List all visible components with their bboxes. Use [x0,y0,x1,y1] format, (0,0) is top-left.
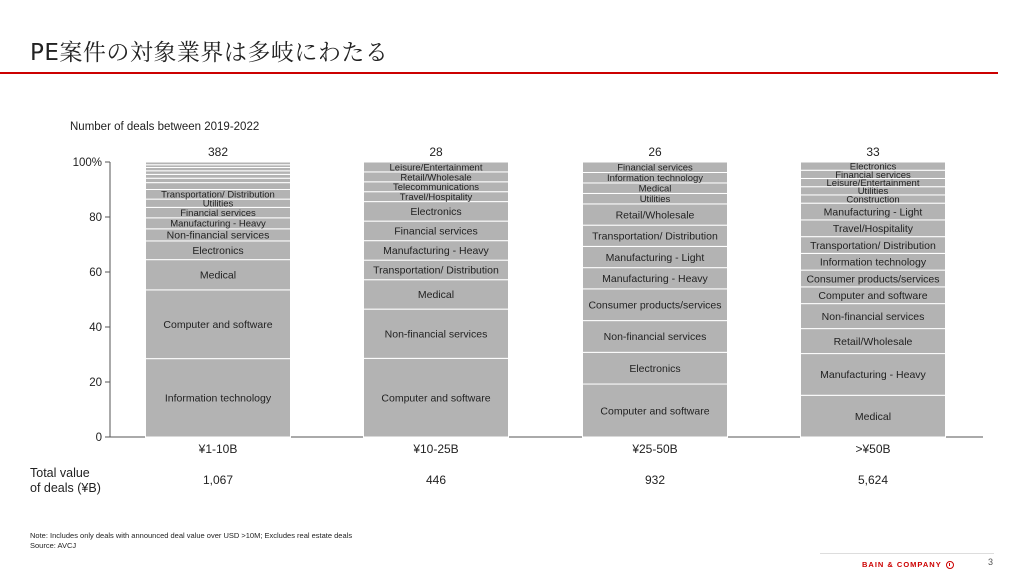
segment-label: Financial services [394,225,478,238]
segment-label: Non-financial services [384,328,488,341]
bar-segment [146,171,291,175]
segment-label: Financial services [617,162,693,174]
y-tick-label: 100% [72,157,102,169]
total-value-figure: 1,067 [202,473,234,487]
note-text: Note: Includes only deals with announced deal value over USD >10M; Excludes real estate deals [30,531,353,540]
segment-label: Telecommunications [392,182,480,194]
segment-label: Financial services [835,169,911,181]
footnote [30,531,352,551]
segment-label: Medical [638,183,672,195]
segment-label: Travel/Hospitality [832,223,914,236]
segment-label: Financial services [180,208,256,220]
category-label: ¥10-25B [413,442,459,456]
segment-label: Computer and software [381,392,491,405]
y-tick-label: 0 [95,432,102,444]
segment-label: Electronics [629,362,681,375]
y-tick-label: 40 [89,322,102,334]
segment-label: Information technology [606,173,704,185]
total-value-figure: 5,624 [857,473,889,487]
total-value-figure: 446 [425,473,447,487]
category-label: ¥25-50B [632,442,678,456]
segment-label: Leisure/Entertainment [389,162,483,174]
segment-label: Transportation/ Distribution [810,239,936,252]
segment-label: Transportation/ Distribution [161,189,275,201]
segment-label: Transportation/ Distribution [373,264,499,277]
company-logo [862,560,954,569]
category-label: >¥50B [855,442,891,456]
segment-label: Manufacturing - Heavy [383,245,489,258]
segment-label: Utilities [639,194,671,206]
segment-label: Construction [846,194,900,206]
segment-label: Electronics [849,161,897,173]
segment-label: Leisure/Entertainment [826,178,920,190]
total-value-label-line1: Total value [30,466,90,480]
segment-label: Non-financial services [603,331,707,344]
segment-label: Electronics [192,245,244,258]
total-value-label-line2: of deals (¥B) [30,481,101,495]
segment-label: Transportation/ Distribution [592,230,718,243]
category-label: ¥1-10B [198,442,238,456]
bar-segment [146,178,291,182]
total-value-figure: 932 [644,473,666,487]
segment-label: Electronics [410,206,462,219]
y-tick-label: 80 [89,212,102,224]
logo-text: BAIN & COMPANY [862,560,942,569]
segment-label: Non-financial services [166,229,270,242]
source-text: Source: AVCJ [30,541,77,550]
slide-title: PE案件の対象業界は多岐にわたる [30,40,389,66]
segment-label: Information technology [164,392,272,405]
segment-label: Retail/Wholesale [400,172,472,184]
bain-logo-icon [946,561,954,569]
segment-label: Information technology [819,256,927,269]
segment-label: Non-financial services [821,310,925,323]
segment-label: Medical [854,410,892,423]
footer-rule [820,553,994,554]
segment-label: Computer and software [818,290,928,303]
segment-label: Utilities [857,186,889,198]
segment-label: Manufacturing - Light [605,251,705,264]
y-tick-label: 20 [89,377,102,389]
page-number: 3 [988,557,994,567]
bar-segment [146,162,291,165]
segment-label: Manufacturing - Light [823,206,923,219]
segment-label: Manufacturing - Heavy [170,218,266,230]
segment-label: Consumer products/services [806,273,940,286]
segment-label: Consumer products/services [588,299,722,312]
deal-count-label: 33 [866,145,880,159]
segment-label: Utilities [202,198,234,210]
chart-ylabel: Number of deals between 2019-2022 [70,121,260,133]
deal-count-label: 28 [429,145,443,159]
segment-label: Computer and software [600,405,710,418]
y-tick-label: 60 [89,267,102,279]
segment-label: Computer and software [163,319,273,332]
total-value-label [30,466,101,496]
segment-label: Manufacturing - Heavy [602,273,708,286]
segment-label: Medical [199,269,237,282]
segment-label: Retail/Wholesale [615,209,695,222]
segment-label: Medical [417,289,455,302]
segment-label: Manufacturing - Heavy [820,369,926,382]
segment-label: Travel/Hospitality [399,192,473,204]
deal-count-label: 26 [648,145,662,159]
bar-segment [146,183,291,190]
bar-segment [146,174,291,178]
segment-label: Retail/Wholesale [833,335,913,348]
deal-count-label: 382 [207,145,229,159]
